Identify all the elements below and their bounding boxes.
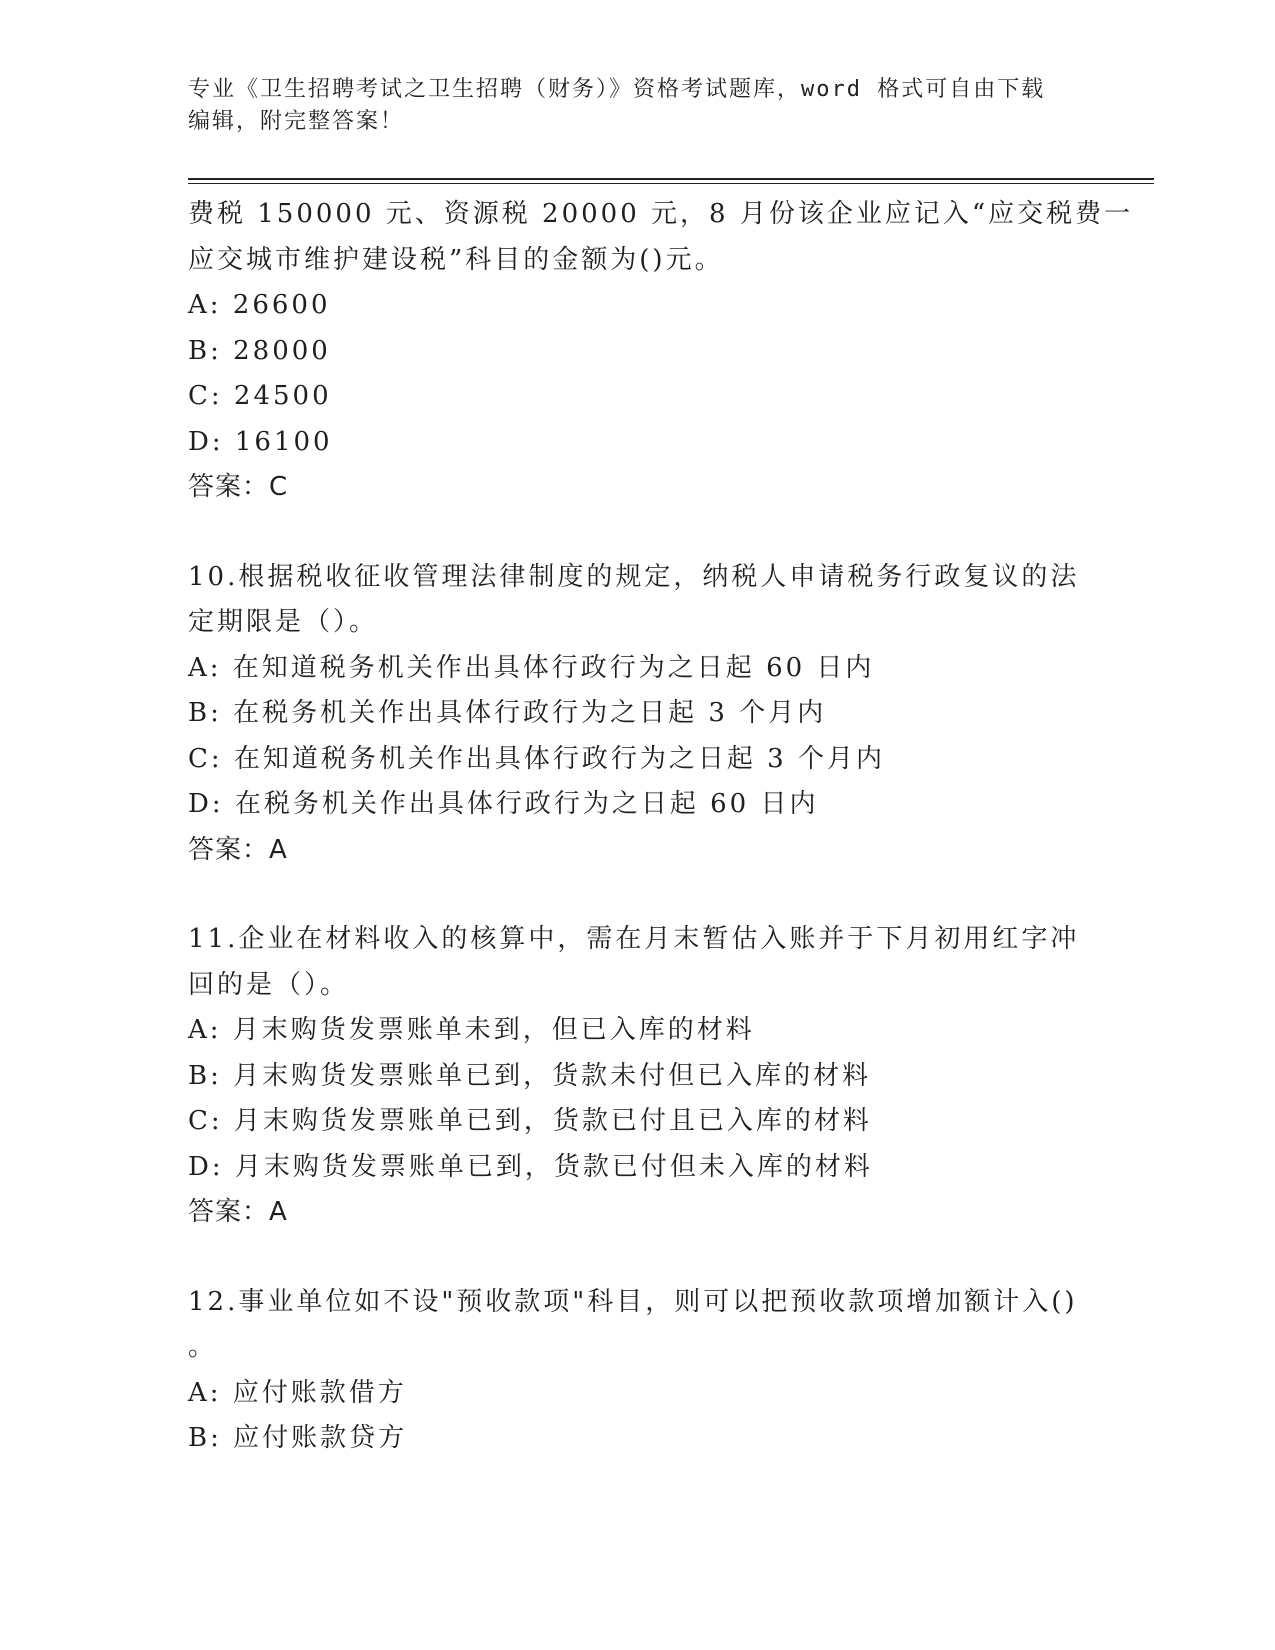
option-b: B: 在税务机关作出具体行政行为之日起 3 个月内 <box>188 698 827 728</box>
question-stem-line: 回的是（）。 <box>188 969 350 1000</box>
option-c: C: 在知道税务机关作出具体行政行为之日起 3 个月内 <box>188 743 885 774</box>
question-11 <box>188 917 1088 1236</box>
question-stem-line: 10.根据税收征收管理法律制度的规定，纳税人申请税务行政复议的法 <box>188 561 1080 592</box>
spacer <box>188 873 1088 917</box>
option-c: C: 24500 <box>188 381 332 411</box>
question-12 <box>188 1280 1088 1462</box>
option-d: D: 16100 <box>188 426 333 457</box>
option-a: A: 26600 <box>188 290 331 320</box>
option-a: A: 应付账款借方 <box>188 1377 407 1408</box>
header-rule-thick <box>188 178 1154 180</box>
spacer <box>188 1236 1088 1280</box>
question-10 <box>188 555 1088 874</box>
option-b: B: 应付账款贷方 <box>188 1423 408 1453</box>
question-stem-line: 11.企业在材料收入的核算中，需在月末暂估入账并于下月初用红字冲 <box>188 924 1080 954</box>
option-a: A: 月末购货发票账单未到，但已入库的材料 <box>188 1015 755 1045</box>
option-d: D: 在税务机关作出具体行政行为之日起 60 日内 <box>188 789 819 819</box>
answer: 答案：A <box>188 1197 288 1227</box>
question-list <box>188 192 1134 1462</box>
question-stem-line: 12.事业单位如不设"预收款项"科目，则可以把预收款项增加额计入() <box>188 1286 1078 1317</box>
question-9 <box>188 192 1134 511</box>
question-stem-line: 定期限是（）。 <box>188 607 379 637</box>
document-header <box>188 74 1088 138</box>
header-rule-thin <box>188 183 1154 184</box>
option-c: C: 月末购货发票账单已到，货款已付且已入库的材料 <box>188 1106 872 1136</box>
option-b: B: 月末购货发票账单已到，货款未付但已入库的材料 <box>188 1060 872 1091</box>
option-d: D: 月末购货发票账单已到，货款已付但未入库的材料 <box>188 1151 873 1182</box>
question-stem-line: 费税 150000 元、资源税 20000 元，8 月份该企业应记入“应交税费一 <box>188 199 1134 229</box>
answer: 答案：C <box>188 472 289 502</box>
question-stem-line: 。 <box>188 1332 218 1362</box>
header-line-2: 编辑，附完整答案！ <box>188 109 405 134</box>
option-b: B: 28000 <box>188 335 331 366</box>
answer: 答案：A <box>188 834 288 865</box>
question-stem-line: 应交城市维护建设税”科目的金额为()元。 <box>188 244 724 275</box>
spacer <box>188 511 1088 555</box>
option-a: A: 在知道税务机关作出具体行政行为之日起 60 日内 <box>188 652 875 683</box>
header-line-1: 专业《卫生招聘考试之卫生招聘（财务）》资格考试题库，word 格式可自由下载 <box>188 77 1046 102</box>
